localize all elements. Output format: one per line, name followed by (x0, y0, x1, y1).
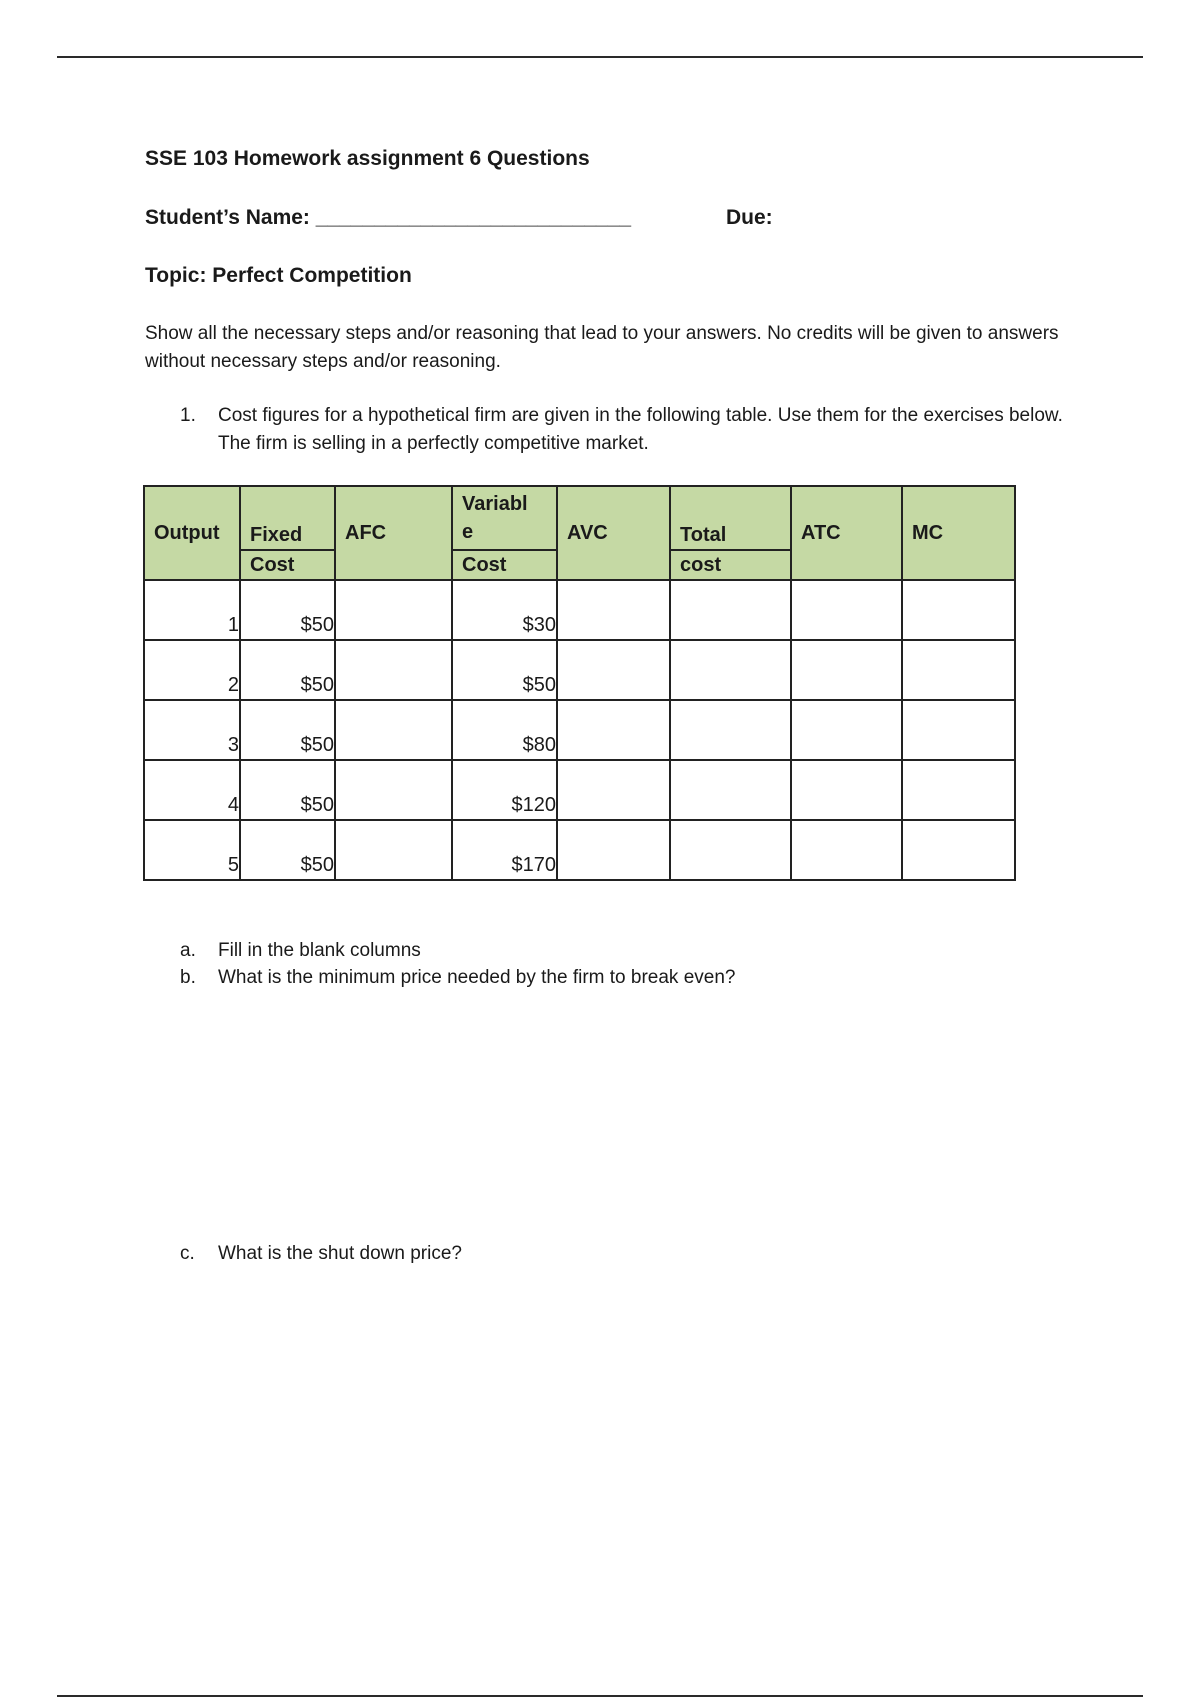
cell-output: 5 (144, 820, 240, 880)
table-row (144, 640, 1015, 700)
cell-afc[interactable] (335, 640, 452, 700)
header-afc: AFC (335, 486, 452, 580)
cell-avc[interactable] (557, 640, 670, 700)
cost-table (143, 485, 1016, 881)
subquestion-a-label: a. (180, 940, 196, 961)
cell-avc[interactable] (557, 760, 670, 820)
cell-mc[interactable] (902, 700, 1015, 760)
cell-fixed: $50 (240, 760, 335, 820)
cell-variable: $30 (452, 580, 557, 640)
header-mc: MC (902, 486, 1015, 580)
cell-variable: $170 (452, 820, 557, 880)
header-total-cost: cost (670, 550, 791, 580)
cell-total[interactable] (670, 820, 791, 880)
instructions: Show all the necessary steps and/or reasoning that lead to your answers. No credits will be given to answers without necessary steps and/or reasoning. (145, 323, 1059, 372)
table-row (144, 820, 1015, 880)
cell-variable: $50 (452, 640, 557, 700)
top-rule (57, 56, 1143, 58)
topic-heading: Topic: Perfect Competition (145, 264, 412, 287)
subquestion-c-label: c. (180, 1243, 195, 1264)
page-title: SSE 103 Homework assignment 6 Questions (145, 147, 590, 170)
cell-fixed: $50 (240, 700, 335, 760)
cell-fixed: $50 (240, 820, 335, 880)
subquestion-a-text: Fill in the blank columns (218, 940, 421, 961)
cell-atc[interactable] (791, 760, 902, 820)
cell-variable: $120 (452, 760, 557, 820)
subquestion-c (180, 1240, 1080, 1267)
cell-total[interactable] (670, 640, 791, 700)
cell-variable: $80 (452, 700, 557, 760)
question-1-text: Cost figures for a hypothetical firm are given in the following table. Use them for the exercises below. The firm is selling in a perfectly competitive market. (218, 405, 1063, 454)
student-name-field: Student’s Name: ___________________________ (145, 206, 632, 229)
cell-mc[interactable] (902, 760, 1015, 820)
cell-output: 2 (144, 640, 240, 700)
cell-fixed: $50 (240, 580, 335, 640)
cell-afc[interactable] (335, 580, 452, 640)
cell-output: 3 (144, 700, 240, 760)
subquestion-b-text: What is the minimum price needed by the firm to break even? (218, 967, 736, 988)
subquestion-b (180, 964, 1080, 991)
cell-total[interactable] (670, 760, 791, 820)
subquestion-c-text: What is the shut down price? (218, 1243, 462, 1264)
cell-total[interactable] (670, 580, 791, 640)
cell-mc[interactable] (902, 580, 1015, 640)
cell-atc[interactable] (791, 820, 902, 880)
cell-output: 4 (144, 760, 240, 820)
header-fixed: Fixed (240, 486, 335, 550)
cell-atc[interactable] (791, 640, 902, 700)
table-row (144, 580, 1015, 640)
question-1 (180, 402, 1070, 458)
header-avc: AVC (557, 486, 670, 580)
cell-total[interactable] (670, 700, 791, 760)
cell-atc[interactable] (791, 700, 902, 760)
header-atc: ATC (791, 486, 902, 580)
due-label: Due: (726, 206, 773, 229)
cell-mc[interactable] (902, 820, 1015, 880)
cell-output: 1 (144, 580, 240, 640)
header-output: Output (144, 486, 240, 580)
subquestion-b-label: b. (180, 967, 196, 988)
cell-mc[interactable] (902, 640, 1015, 700)
header-variable-cost: Cost (452, 550, 557, 580)
cell-avc[interactable] (557, 580, 670, 640)
cell-atc[interactable] (791, 580, 902, 640)
table-row (144, 700, 1015, 760)
cell-afc[interactable] (335, 760, 452, 820)
cell-afc[interactable] (335, 700, 452, 760)
cell-afc[interactable] (335, 820, 452, 880)
header-total: Total (670, 486, 791, 550)
table-header-row (144, 486, 1015, 550)
question-1-number: 1. (180, 405, 196, 426)
bottom-rule (57, 1695, 1143, 1697)
cell-avc[interactable] (557, 820, 670, 880)
cell-fixed: $50 (240, 640, 335, 700)
cell-avc[interactable] (557, 700, 670, 760)
subquestion-a (180, 937, 1080, 964)
header-variable: Variabl e (452, 486, 557, 550)
header-fixed-cost: Cost (240, 550, 335, 580)
table-row (144, 760, 1015, 820)
